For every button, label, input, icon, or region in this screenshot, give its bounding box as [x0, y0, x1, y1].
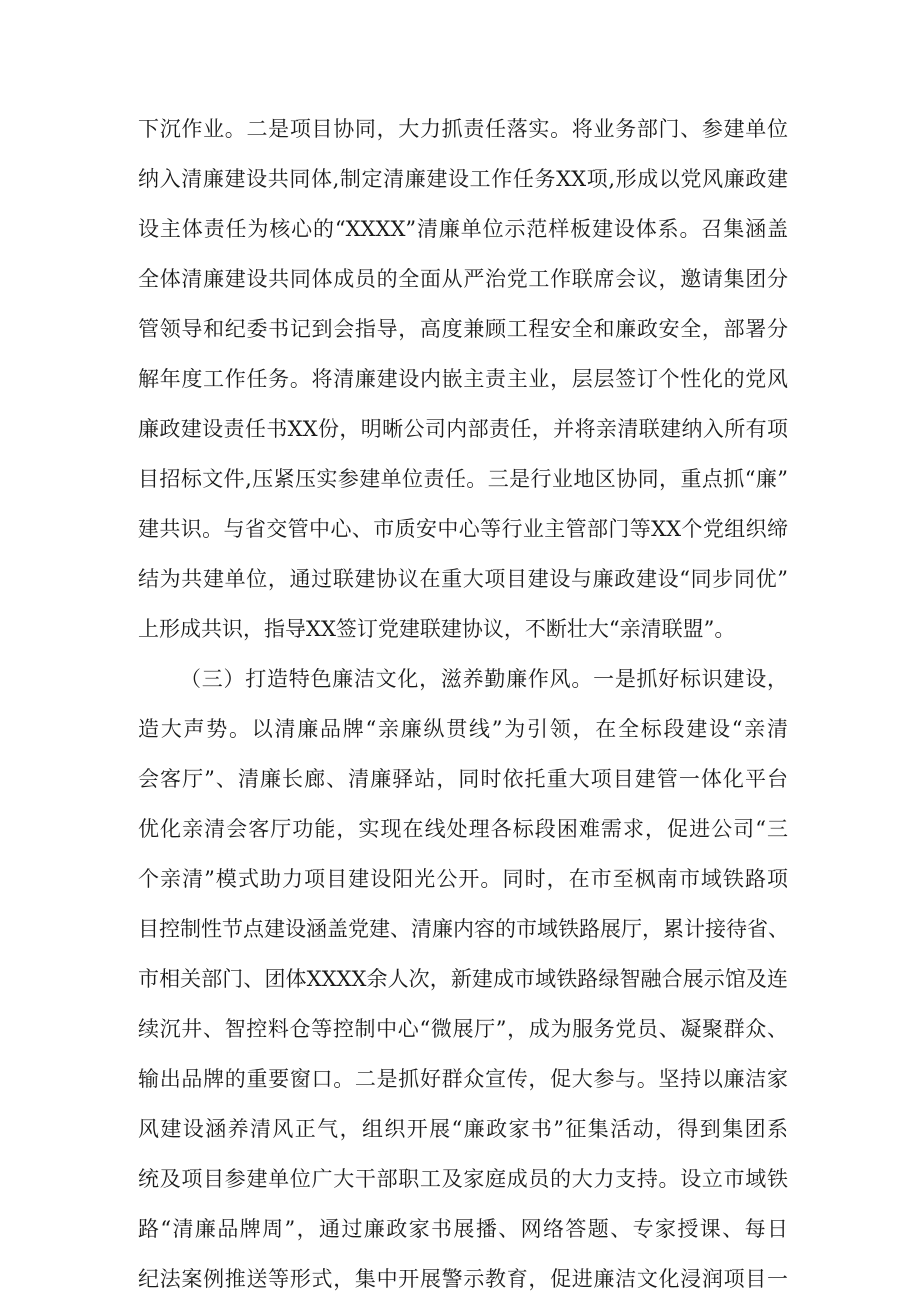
text-line: 纳入清廉建设共同体,制定清廉建设工作任务XX项,形成以党风廉政建	[138, 167, 788, 191]
text-line: 管领导和纪委书记到会指导，高度兼顾工程安全和廉政安全，部署分	[138, 317, 788, 341]
text-line: 造大声势。以清廉品牌“亲廉纵贯线”为引领，在全标段建设“亲清	[138, 717, 788, 741]
text-line: 续沉井、智控料仓等控制中心“微展厅”，成为服务党员、凝聚群众、	[138, 1017, 788, 1041]
text-line: 结为共建单位，通过联建协议在重大项目建设与廉政建设“同步同优”	[138, 567, 788, 591]
text-line: 风建设涵养清风正气，组织开展“廉政家书”征集活动，得到集团系	[138, 1117, 788, 1141]
text-line: 统及项目参建单位广大干部职工及家庭成员的大力支持。设立市域铁	[138, 1167, 788, 1191]
text-line: 路“清廉品牌周”，通过廉政家书展播、网络答题、专家授课、每日	[138, 1217, 788, 1241]
text-line: 纪法案例推送等形式，集中开展警示教育，促进廉洁文化浸润项目一	[138, 1267, 788, 1291]
paragraph-first-line: （三）打造特色廉洁文化，滋养勤廉作风。一是抓好标识建设，	[180, 667, 788, 691]
text-line: 输出品牌的重要窗口。二是抓好群众宣传，促大参与。坚持以廉洁家	[138, 1067, 788, 1091]
text-line: 解年度工作任务。将清廉建设内嵌主责主业，层层签订个性化的党风	[138, 367, 788, 391]
text-line: 会客厅”、清廉长廊、清廉驿站，同时依托重大项目建管一体化平台	[138, 767, 788, 791]
text-line: 目招标文件,压紧压实参建单位责任。三是行业地区协同，重点抓“廉”	[138, 467, 788, 491]
text-line: 优化亲清会客厅功能，实现在线处理各标段困难需求，促进公司“三	[138, 817, 788, 841]
text-line: 目控制性节点建设涵盖党建、清廉内容的市域铁路展厅，累计接待省、	[138, 917, 789, 941]
paragraph-last-line: 上形成共识，指导XX签订党建联建协议，不断壮大“亲清联盟”。	[138, 617, 736, 641]
text-line: 个亲清”模式助力项目建设阳光公开。同时，在市至枫南市域铁路项	[138, 867, 788, 891]
text-line: 设主体责任为核心的“XXXX”清廉单位示范样板建设体系。召集涵盖	[138, 217, 788, 241]
text-line: 建共识。与省交管中心、市质安中心等行业主管部门等XX个党组织缔	[138, 517, 788, 541]
text-line: 全体清廉建设共同体成员的全面从严治党工作联席会议，邀请集团分	[138, 267, 788, 291]
text-line: 下沉作业。二是项目协同，大力抓责任落实。将业务部门、参建单位	[138, 117, 788, 141]
text-line: 廉政建设责任书XX份，明晰公司内部责任，并将亲清联建纳入所有项	[138, 417, 788, 441]
text-line: 市相关部门、团体XXXX余人次，新建成市域铁路绿智融合展示馆及连	[138, 967, 788, 991]
